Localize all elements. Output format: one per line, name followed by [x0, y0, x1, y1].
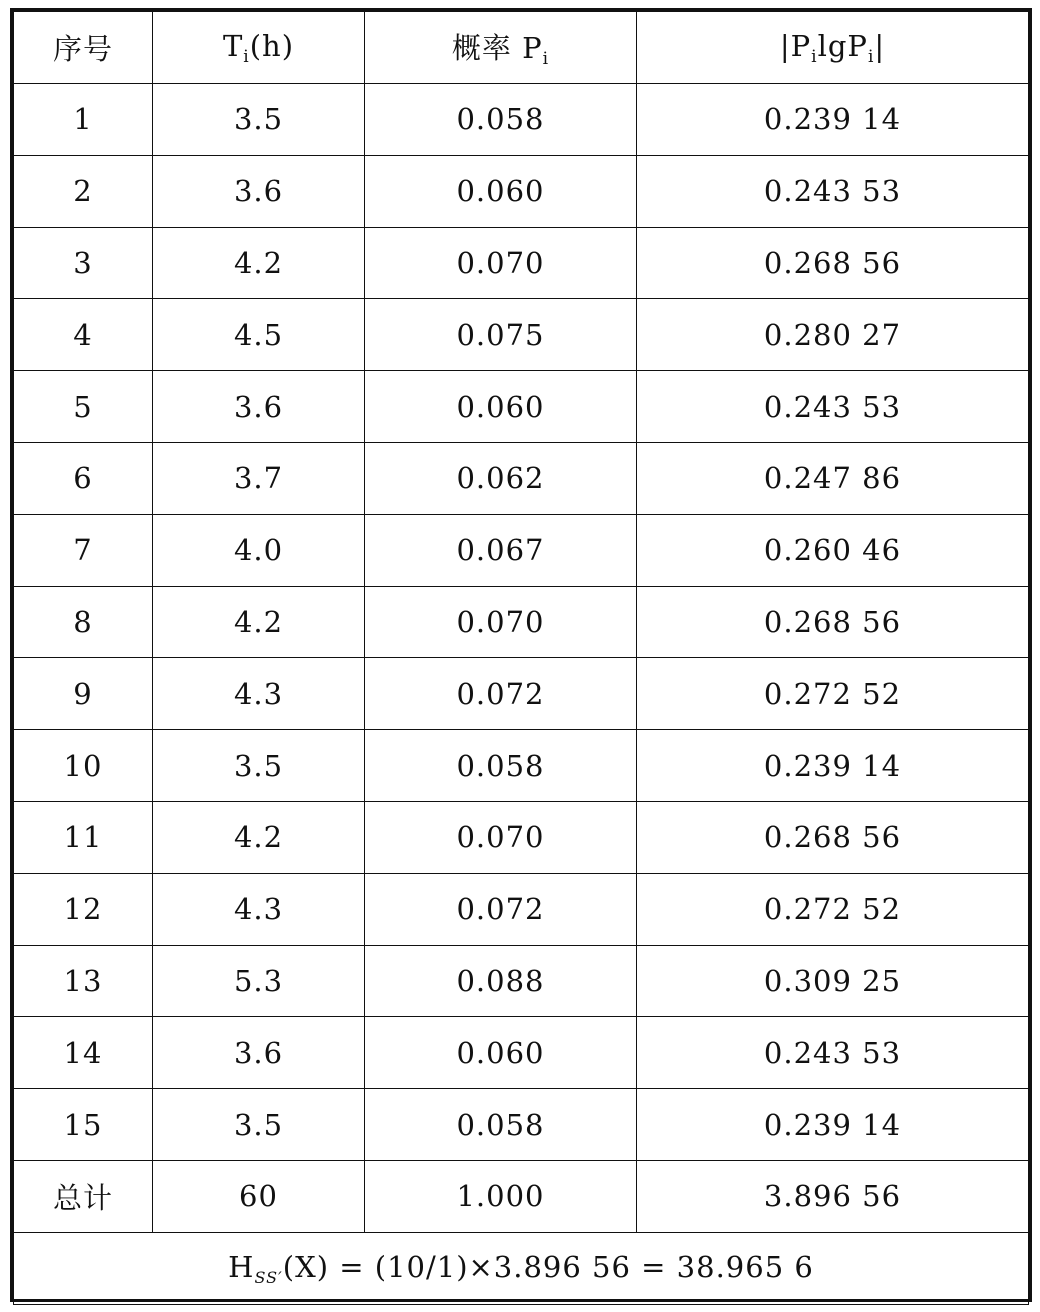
cell-time: 3.7 — [153, 442, 365, 514]
table-row — [14, 730, 1029, 802]
table-body — [14, 84, 1029, 1161]
cell-time: 4.2 — [153, 586, 365, 658]
entropy-table — [13, 11, 1029, 1305]
cell-probability: 0.070 — [365, 586, 637, 658]
cell-probability: 0.058 — [365, 84, 637, 156]
cell-index: 3 — [14, 227, 153, 299]
table-row — [14, 299, 1029, 371]
cell-probability: 0.060 — [365, 371, 637, 443]
header-time: $T_i(h)$ — [153, 12, 365, 84]
cell-time: 3.6 — [153, 155, 365, 227]
cell-index: 7 — [14, 514, 153, 586]
table-row — [14, 1017, 1029, 1089]
cell-index: 4 — [14, 299, 153, 371]
cell-entropy: 0.272 52 — [637, 658, 1029, 730]
table-row — [14, 227, 1029, 299]
formula-row — [14, 1232, 1029, 1304]
table-row — [14, 945, 1029, 1017]
table-row — [14, 371, 1029, 443]
cell-time: 4.2 — [153, 227, 365, 299]
cell-entropy: 0.239 14 — [637, 84, 1029, 156]
total-probability: 1.000 — [365, 1160, 637, 1232]
cell-probability: 0.070 — [365, 227, 637, 299]
cell-entropy: 0.239 14 — [637, 1089, 1029, 1161]
cell-index: 10 — [14, 730, 153, 802]
cell-time: 4.3 — [153, 658, 365, 730]
cell-probability: 0.060 — [365, 155, 637, 227]
cell-entropy: 0.243 53 — [637, 371, 1029, 443]
cell-entropy: 0.268 56 — [637, 227, 1029, 299]
cell-index: 2 — [14, 155, 153, 227]
cell-time: 5.3 — [153, 945, 365, 1017]
table-row — [14, 84, 1029, 156]
entropy-formula: $H_{SS'}(X) = (10/1)\times 3.896$ 56 = 38.965 6 — [14, 1232, 1029, 1304]
cell-entropy: 0.243 53 — [637, 1017, 1029, 1089]
cell-time: 3.5 — [153, 730, 365, 802]
cell-index: 6 — [14, 442, 153, 514]
cell-time: 3.5 — [153, 84, 365, 156]
table-row — [14, 1089, 1029, 1161]
table-row — [14, 155, 1029, 227]
cell-index: 9 — [14, 658, 153, 730]
cell-time: 3.5 — [153, 1089, 365, 1161]
cell-time: 3.6 — [153, 1017, 365, 1089]
cell-probability: 0.088 — [365, 945, 637, 1017]
cell-time: 4.2 — [153, 801, 365, 873]
cell-time: 3.6 — [153, 371, 365, 443]
table-row — [14, 658, 1029, 730]
cell-probability: 0.075 — [365, 299, 637, 371]
total-row — [14, 1160, 1029, 1232]
cell-index: 15 — [14, 1089, 153, 1161]
cell-entropy: 0.268 56 — [637, 801, 1029, 873]
total-time: 60 — [153, 1160, 365, 1232]
cell-probability: 0.072 — [365, 658, 637, 730]
table-row — [14, 586, 1029, 658]
cell-entropy: 0.239 14 — [637, 730, 1029, 802]
entropy-table-frame — [10, 8, 1032, 1302]
cell-probability: 0.060 — [365, 1017, 637, 1089]
cell-entropy: 0.268 56 — [637, 586, 1029, 658]
cell-index: 12 — [14, 873, 153, 945]
cell-index: 13 — [14, 945, 153, 1017]
total-entropy: 3.896 56 — [637, 1160, 1029, 1232]
cell-probability: 0.072 — [365, 873, 637, 945]
cell-entropy: 0.280 27 — [637, 299, 1029, 371]
cell-entropy: 0.260 46 — [637, 514, 1029, 586]
header-row — [14, 12, 1029, 84]
cell-probability: 0.058 — [365, 730, 637, 802]
table-row — [14, 514, 1029, 586]
cell-time: 4.0 — [153, 514, 365, 586]
table-row — [14, 801, 1029, 873]
cell-probability: 0.070 — [365, 801, 637, 873]
cell-index: 8 — [14, 586, 153, 658]
table-row — [14, 442, 1029, 514]
cell-probability: 0.067 — [365, 514, 637, 586]
cell-index: 5 — [14, 371, 153, 443]
table-row — [14, 873, 1029, 945]
cell-entropy: 0.247 86 — [637, 442, 1029, 514]
cell-index: 11 — [14, 801, 153, 873]
cell-index: 14 — [14, 1017, 153, 1089]
cell-entropy: 0.309 25 — [637, 945, 1029, 1017]
header-probability: 概率 $P_i$ — [365, 12, 637, 84]
cell-time: 4.3 — [153, 873, 365, 945]
cell-time: 4.5 — [153, 299, 365, 371]
cell-index: 1 — [14, 84, 153, 156]
header-index: 序号 — [14, 12, 153, 84]
cell-entropy: 0.243 53 — [637, 155, 1029, 227]
header-entropy-term: $|P_i\lg P_i|$ — [637, 12, 1029, 84]
total-label: 总计 — [14, 1160, 153, 1232]
cell-entropy: 0.272 52 — [637, 873, 1029, 945]
cell-probability: 0.062 — [365, 442, 637, 514]
cell-probability: 0.058 — [365, 1089, 637, 1161]
